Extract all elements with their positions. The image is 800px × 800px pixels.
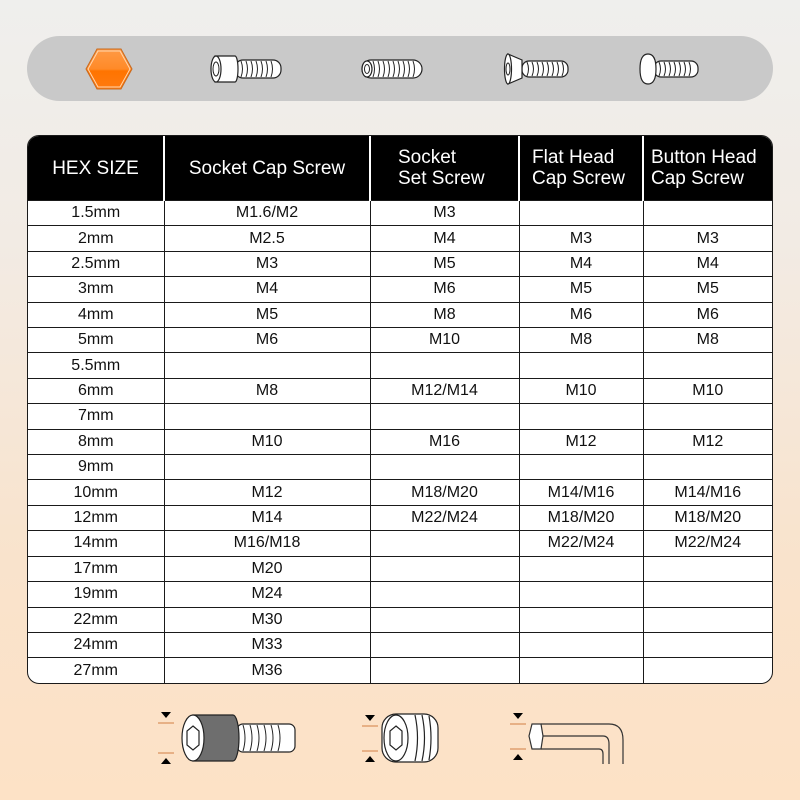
cell-button-head-cap-screw: M5 xyxy=(643,277,772,302)
cell-socket-set-screw xyxy=(370,556,519,581)
table-row xyxy=(28,353,772,378)
cell-socket-cap-screw: M3 xyxy=(164,251,370,276)
table-header-row xyxy=(28,136,772,201)
cell-hex-size: 27mm xyxy=(28,658,164,683)
cell-button-head-cap-screw xyxy=(643,455,772,480)
cell-button-head-cap-screw: M6 xyxy=(643,302,772,327)
cell-button-head-cap-screw xyxy=(643,353,772,378)
cell-button-head-cap-screw: M8 xyxy=(643,328,772,353)
table-row xyxy=(28,328,772,353)
cell-socket-cap-screw: M12 xyxy=(164,480,370,505)
cell-socket-cap-screw: M20 xyxy=(164,556,370,581)
cell-socket-set-screw xyxy=(370,531,519,556)
hex-key-icon xyxy=(79,36,139,101)
cell-flat-head-cap-screw: M18/M20 xyxy=(519,505,643,530)
cell-flat-head-cap-screw: M10 xyxy=(519,378,643,403)
cell-socket-set-screw: M4 xyxy=(370,226,519,251)
table-row xyxy=(28,277,772,302)
cell-socket-set-screw xyxy=(370,455,519,480)
cell-flat-head-cap-screw: M14/M16 xyxy=(519,480,643,505)
cell-socket-set-screw xyxy=(370,404,519,429)
cell-flat-head-cap-screw: M22/M24 xyxy=(519,531,643,556)
cell-socket-set-screw: M12/M14 xyxy=(370,378,519,403)
cell-socket-cap-screw xyxy=(164,353,370,378)
cell-socket-set-screw: M3 xyxy=(370,201,519,226)
cell-button-head-cap-screw xyxy=(643,556,772,581)
cell-flat-head-cap-screw: M4 xyxy=(519,251,643,276)
cell-flat-head-cap-screw xyxy=(519,658,643,683)
cell-socket-cap-screw: M4 xyxy=(164,277,370,302)
cell-socket-cap-screw xyxy=(164,455,370,480)
table-row xyxy=(28,480,772,505)
cell-socket-set-screw: M5 xyxy=(370,251,519,276)
cell-flat-head-cap-screw xyxy=(519,201,643,226)
cell-socket-set-screw xyxy=(370,658,519,683)
cell-button-head-cap-screw: M4 xyxy=(643,251,772,276)
cell-flat-head-cap-screw xyxy=(519,353,643,378)
table-row xyxy=(28,455,772,480)
table-row xyxy=(28,226,772,251)
cell-socket-set-screw xyxy=(370,632,519,657)
cell-socket-cap-screw: M8 xyxy=(164,378,370,403)
cell-button-head-cap-screw: M18/M20 xyxy=(643,505,772,530)
cell-hex-size: 24mm xyxy=(28,632,164,657)
cell-socket-cap-screw: M16/M18 xyxy=(164,531,370,556)
header-hex-size: HEX SIZE xyxy=(28,136,164,201)
cell-socket-set-screw: M22/M24 xyxy=(370,505,519,530)
cell-hex-size: 5.5mm xyxy=(28,353,164,378)
cell-flat-head-cap-screw xyxy=(519,582,643,607)
cell-hex-size: 4mm xyxy=(28,302,164,327)
table-row xyxy=(28,556,772,581)
table-row xyxy=(28,531,772,556)
cell-socket-cap-screw xyxy=(164,404,370,429)
table-row xyxy=(28,582,772,607)
socket-cap-screw-measure-icon xyxy=(155,710,300,775)
button-head-cap-screw-icon xyxy=(619,36,719,101)
cell-button-head-cap-screw xyxy=(643,404,772,429)
cell-hex-size: 17mm xyxy=(28,556,164,581)
cell-socket-set-screw: M6 xyxy=(370,277,519,302)
cell-flat-head-cap-screw xyxy=(519,607,643,632)
cell-flat-head-cap-screw xyxy=(519,455,643,480)
cell-button-head-cap-screw xyxy=(643,607,772,632)
cell-socket-cap-screw: M30 xyxy=(164,607,370,632)
cell-hex-size: 3mm xyxy=(28,277,164,302)
cell-socket-set-screw: M8 xyxy=(370,302,519,327)
table-row xyxy=(28,632,772,657)
cell-hex-size: 19mm xyxy=(28,582,164,607)
cell-hex-size: 22mm xyxy=(28,607,164,632)
cell-button-head-cap-screw xyxy=(643,582,772,607)
table-row xyxy=(28,302,772,327)
hex-size-table xyxy=(27,135,773,684)
cell-flat-head-cap-screw: M5 xyxy=(519,277,643,302)
cell-flat-head-cap-screw xyxy=(519,632,643,657)
table-row xyxy=(28,607,772,632)
cell-socket-cap-screw: M5 xyxy=(164,302,370,327)
cell-hex-size: 2.5mm xyxy=(28,251,164,276)
cell-socket-set-screw xyxy=(370,582,519,607)
cell-hex-size: 14mm xyxy=(28,531,164,556)
cell-flat-head-cap-screw: M3 xyxy=(519,226,643,251)
cell-hex-size: 12mm xyxy=(28,505,164,530)
cell-socket-set-screw: M10 xyxy=(370,328,519,353)
cell-button-head-cap-screw: M3 xyxy=(643,226,772,251)
cell-button-head-cap-screw xyxy=(643,632,772,657)
cell-socket-set-screw: M16 xyxy=(370,429,519,454)
header-button-head-cap-screw: Button Head Cap Screw xyxy=(643,136,772,201)
cell-socket-cap-screw: M1.6/M2 xyxy=(164,201,370,226)
set-screw-measure-icon xyxy=(360,710,460,775)
cell-socket-cap-screw: M6 xyxy=(164,328,370,353)
cell-hex-size: 6mm xyxy=(28,378,164,403)
cell-socket-cap-screw: M14 xyxy=(164,505,370,530)
cell-hex-size: 1.5mm xyxy=(28,201,164,226)
cell-hex-size: 5mm xyxy=(28,328,164,353)
cell-button-head-cap-screw xyxy=(643,201,772,226)
cell-socket-set-screw: M18/M20 xyxy=(370,480,519,505)
table-row xyxy=(28,404,772,429)
table-row xyxy=(28,251,772,276)
cell-socket-set-screw xyxy=(370,607,519,632)
cell-button-head-cap-screw: M10 xyxy=(643,378,772,403)
cell-socket-cap-screw: M2.5 xyxy=(164,226,370,251)
cell-hex-size: 2mm xyxy=(28,226,164,251)
flat-head-cap-screw-icon xyxy=(497,36,577,101)
header-flat-head-cap-screw: Flat Head Cap Screw xyxy=(519,136,643,201)
table-row xyxy=(28,378,772,403)
table-row xyxy=(28,429,772,454)
socket-cap-screw-icon xyxy=(207,36,287,101)
cell-hex-size: 8mm xyxy=(28,429,164,454)
cell-button-head-cap-screw: M14/M16 xyxy=(643,480,772,505)
cell-flat-head-cap-screw: M8 xyxy=(519,328,643,353)
cell-flat-head-cap-screw xyxy=(519,556,643,581)
cell-flat-head-cap-screw xyxy=(519,404,643,429)
cell-socket-cap-screw: M33 xyxy=(164,632,370,657)
socket-set-screw-icon xyxy=(357,36,427,101)
table-row xyxy=(28,201,772,226)
hex-key-measure-icon xyxy=(505,710,650,775)
cell-button-head-cap-screw: M12 xyxy=(643,429,772,454)
cell-flat-head-cap-screw: M6 xyxy=(519,302,643,327)
screw-type-bar xyxy=(27,36,773,101)
cell-socket-cap-screw: M36 xyxy=(164,658,370,683)
header-socket-set-screw: Socket Set Screw xyxy=(370,136,519,201)
cell-socket-cap-screw: M24 xyxy=(164,582,370,607)
cell-button-head-cap-screw: M22/M24 xyxy=(643,531,772,556)
cell-socket-set-screw xyxy=(370,353,519,378)
cell-hex-size: 9mm xyxy=(28,455,164,480)
cell-hex-size: 7mm xyxy=(28,404,164,429)
table-row xyxy=(28,505,772,530)
cell-hex-size: 10mm xyxy=(28,480,164,505)
cell-flat-head-cap-screw: M12 xyxy=(519,429,643,454)
table-row xyxy=(28,658,772,683)
header-socket-cap-screw: Socket Cap Screw xyxy=(164,136,370,201)
cell-button-head-cap-screw xyxy=(643,658,772,683)
cell-socket-cap-screw: M10 xyxy=(164,429,370,454)
